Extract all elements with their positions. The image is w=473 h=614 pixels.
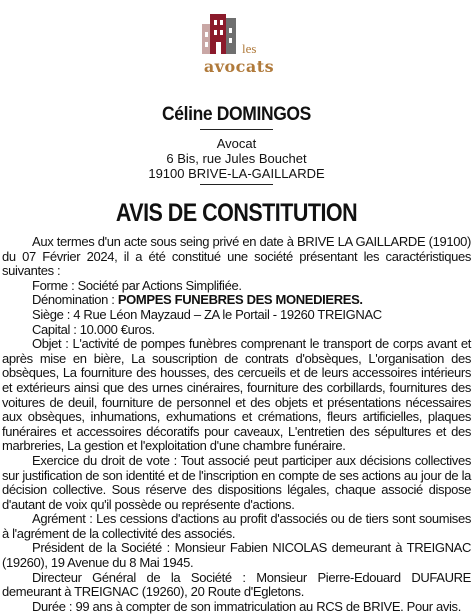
paragraph-forme: Forme : Société par Actions Simplifiée. [32,277,242,293]
lawyer-city: 19100 BRIVE-LA-GAILLARDE [148,166,325,181]
logo-window [220,30,223,35]
paragraph-siege: Siège : 4 Rue Léon Mayzaud – ZA le Portail - 19260 TREIGNAC [32,306,382,322]
logo-window [205,32,208,37]
paragraph-objet: Objet : L'activité de pompes funèbres comprenant le transport de corps avant et après mise en bière, La souscription de contrats d'obsèques, L'organisation des obsèques, La fourniture des housses, des cercueils et de leurs accessoires intérieurs et extérieurs ainsi que des urnes cinéraires, fourniture des corbillards, fournitures des voitures de deuil, fourniture de personnel et des objets et présentations nécessaires aux obsèques, inhumations, exhumations et crémations, fleurs artificielles, plaques funéraires et accessoires décoratifs pour caveaux, L'entretien des sépultures et des marbreries, La gestion et l'exploitation d'une chambre funéraire. [2,336,471,454]
paragraph-capital: Capital : 10.000 €uros. [32,321,155,337]
lawyer-street: 6 Bis, rue Jules Bouchet [166,151,307,166]
paragraph-agrement: Agrément : Les cessions d'actions au profit d'associés ou de tiers sont soumises à l'agrément de la collectivité des associés. [2,511,471,541]
denomination-value: POMPES FUNEBRES DES MONEDIERES. [117,292,363,308]
divider-top [200,129,273,130]
les-avocats-logo [198,10,280,80]
notice-body [2,235,471,614]
denomination-label: Dénomination : [32,292,118,308]
logo-window [205,42,208,47]
paragraph-duree: Durée : 99 ans à compter de son immatriculation au RCS de BRIVE. Pour avis. [32,598,461,614]
logo-window [214,20,217,25]
paragraph-intro: Aux termes d'un acte sous seing privé en date à BRIVE LA GAILLARDE (19100) du 07 Février 2024, il a été constitué une société présentant les caractéristiques suivantes : [2,234,471,279]
paragraph-dg: Directeur Général de la Société : Monsieur Pierre-Edouard DUFAURE demeurant à TREIGNAC (19260), 20 Route d'Egletons. [2,569,471,600]
divider-bottom [200,184,273,185]
building-logo-icon [198,10,280,60]
paragraph-president: Président de la Société : Monsieur Fabien NICOLAS demeurant à TREIGNAC (19260), 19 Avenue du 8 Mai 1945. [2,540,471,571]
logo-window [214,30,217,35]
logo-les-text: les [242,41,257,56]
notice-title: AVIS DE CONSTITUTION [115,199,358,227]
lawyer-name: Céline DOMINGOS [162,104,311,125]
paragraph-denomination [2,293,471,308]
logo-window [229,28,232,33]
lawyer-role: Avocat [216,136,257,151]
logo-window [220,20,223,25]
logo-avocats-text: avocats [203,57,275,76]
logo-door [216,42,221,54]
paragraph-vote: Exercice du droit de vote : Tout associé peut participer aux décisions collectives sur justification de son identité et de l'inscription en compte de ses actions au jour de la décision collective. Sous réserve des dispositions légales, chaque associé dispose d'autant de voix qu'il possède ou représente d'actions. [2,452,471,512]
logo-window [229,38,232,43]
